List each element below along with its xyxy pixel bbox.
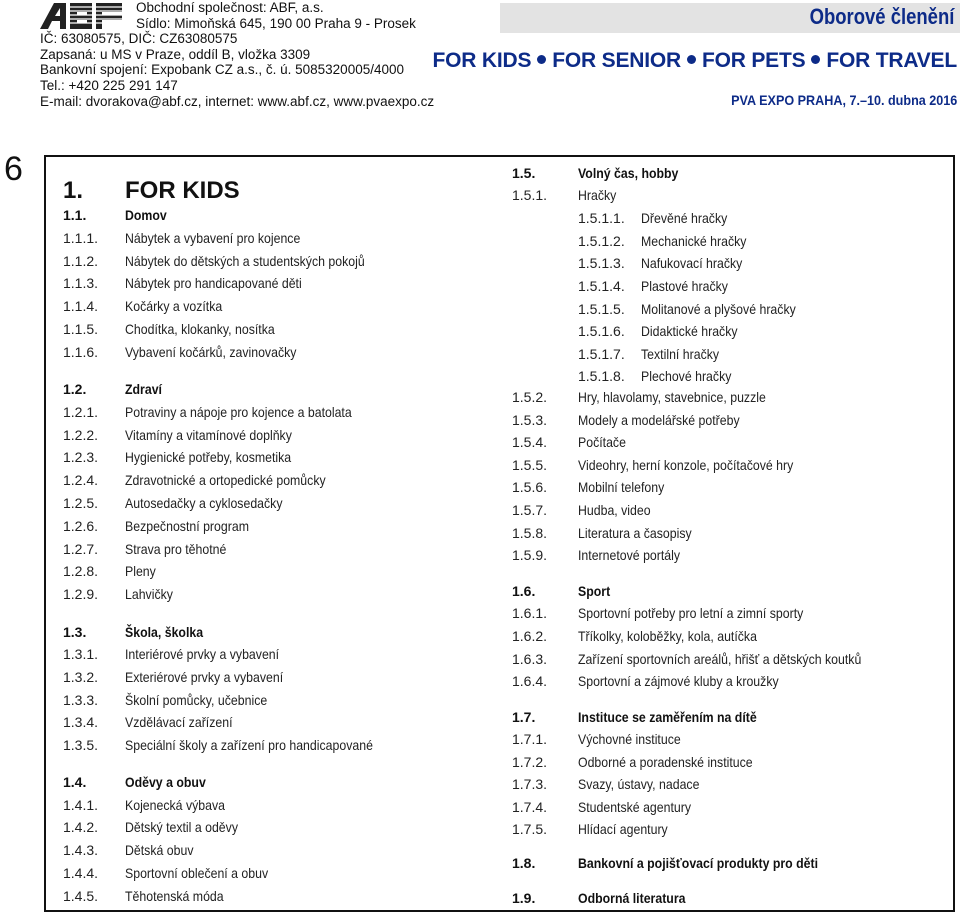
category-label: Plechové hračky xyxy=(641,368,732,384)
category-label: Sportovní oblečení a obuv xyxy=(125,865,269,881)
category-number: 1.7.1. xyxy=(512,731,548,747)
tagline-item: FOR PETS xyxy=(701,49,806,72)
category-number: 1.2.2. xyxy=(63,427,99,443)
category-label: Didaktické hračky xyxy=(641,323,738,339)
category-label: Dětský textil a oděvy xyxy=(125,819,238,835)
category-number: 1.6.2. xyxy=(512,628,548,644)
category-label: Nábytek a vybavení pro kojence xyxy=(125,230,301,246)
company-bank: Bankovní spojení: Expobank CZ a.s., č. ú. 5085320005/4000 xyxy=(40,62,404,78)
category-number: 1.5.5. xyxy=(512,457,548,473)
category-label: Školní pomůcky, učebnice xyxy=(125,692,268,708)
category-label: Hračky xyxy=(578,187,617,203)
category-number: 1.5. xyxy=(512,165,536,181)
category-label: Strava pro těhotné xyxy=(125,541,227,557)
category-number: 1.6.1. xyxy=(512,605,548,621)
category-label: Bezpečnostní program xyxy=(125,518,249,534)
category-label: Potraviny a nápoje pro kojence a batolata xyxy=(125,404,352,420)
category-number: 1.5.1.6. xyxy=(578,323,625,339)
category-label: Nábytek do dětských a studentských pokojů xyxy=(125,253,365,269)
category-label: Modely a modelářské potřeby xyxy=(578,412,740,428)
section-title: Oborové členění xyxy=(809,4,954,29)
category-label: Nábytek pro handicapované děti xyxy=(125,275,302,291)
category-number: 1.2.8. xyxy=(63,563,99,579)
category-number: 1.5.1.5. xyxy=(578,301,625,317)
category-number: 1.7.2. xyxy=(512,754,548,770)
company-registration: Zapsaná: u MS v Praze, oddíl B, vložka 3309 xyxy=(40,46,311,62)
category-number: 1.2. xyxy=(63,381,87,397)
category-label: Hlídací agentury xyxy=(578,821,668,837)
category-number: 1.1. xyxy=(63,207,87,223)
category-label: Hudba, video xyxy=(578,502,651,518)
category-label: Vybavení kočárků, zavinovačky xyxy=(125,344,297,360)
category-number: 1.4.5. xyxy=(63,888,99,904)
category-label: Těhotenská móda xyxy=(125,888,224,904)
category-number: 1.1.6. xyxy=(63,344,99,360)
category-label: Instituce se zaměřením na dítě xyxy=(578,709,757,725)
category-label: Mobilní telefony xyxy=(578,479,665,495)
category-number: 1.6. xyxy=(512,583,536,599)
category-label: Exteriérové prvky a vybavení xyxy=(125,669,284,685)
category-number: 1.3. xyxy=(63,624,87,640)
category-label: Dětská obuv xyxy=(125,842,194,858)
category-number: 1.7. xyxy=(512,709,536,725)
category-number: 1.1.3. xyxy=(63,275,99,291)
category-label: Literatura a časopisy xyxy=(578,525,692,541)
category-number: 1.4. xyxy=(63,774,87,790)
category-number: 1.4.2. xyxy=(63,819,99,835)
category-label: FOR KIDS xyxy=(125,177,240,204)
category-number: 1.4.3. xyxy=(63,842,99,858)
category-label: Studentské agentury xyxy=(578,799,692,815)
category-label: Domov xyxy=(125,207,167,223)
category-number: 1.5.4. xyxy=(512,434,548,450)
category-label: Počítače xyxy=(578,434,626,450)
category-number: 1.5.9. xyxy=(512,547,548,563)
category-label: Volný čas, hobby xyxy=(578,165,679,181)
category-number: 1.6.4. xyxy=(512,673,548,689)
company-phone: Tel.: +420 225 291 147 xyxy=(40,77,178,93)
category-number: 1.2.1. xyxy=(63,404,99,420)
category-number: 1.5.6. xyxy=(512,479,548,495)
category-number: 1.5.2. xyxy=(512,389,548,405)
category-label: Molitanové a plyšové hračky xyxy=(641,301,796,317)
category-number: 1.5.8. xyxy=(512,525,548,541)
category-number: 1.2.6. xyxy=(63,518,99,534)
category-label: Sportovní a zájmové kluby a kroužky xyxy=(578,673,779,689)
category-number: 1.1.2. xyxy=(63,253,99,269)
category-number: 1.6.3. xyxy=(512,651,548,667)
category-label: Tříkolky, koloběžky, kola, autíčka xyxy=(578,628,757,644)
bullet-dot-icon xyxy=(537,55,546,64)
page-number: 6 xyxy=(4,150,23,188)
category-number: 1.9. xyxy=(512,890,536,906)
category-number: 1.7.4. xyxy=(512,799,548,815)
category-number: 1.2.3. xyxy=(63,449,99,465)
category-number: 1.3.2. xyxy=(63,669,99,685)
tagline xyxy=(433,49,957,73)
category-label: Pleny xyxy=(125,563,156,579)
category-label: Hry, hlavolamy, stavebnice, puzzle xyxy=(578,389,766,405)
category-label: Kočárky a vozítka xyxy=(125,298,223,314)
category-label: Interiérové prvky a vybavení xyxy=(125,646,280,662)
category-number: 1.5.1.3. xyxy=(578,255,625,271)
category-label: Vzdělávací zařízení xyxy=(125,714,233,730)
category-label: Nafukovací hračky xyxy=(641,255,743,271)
category-label: Zdravotnické a ortopedické pomůcky xyxy=(125,472,326,488)
category-number: 1.1.5. xyxy=(63,321,99,337)
category-label: Svazy, ústavy, nadace xyxy=(578,776,700,792)
category-number: 1.5.1.1. xyxy=(578,210,625,226)
category-number: 1.5.1.8. xyxy=(578,368,625,384)
category-label: Zařízení sportovních areálů, hřišť a dětských koutků xyxy=(578,651,862,667)
category-number: 1.2.7. xyxy=(63,541,99,557)
category-label: Internetové portály xyxy=(578,547,681,563)
category-number: 1.4.4. xyxy=(63,865,99,881)
category-label: Zdraví xyxy=(125,381,162,397)
category-label: Kojenecká výbava xyxy=(125,797,226,813)
category-label: Videohry, herní konzole, počítačové hry xyxy=(578,457,794,473)
category-number: 1.2.4. xyxy=(63,472,99,488)
category-label: Škola, školka xyxy=(125,624,204,640)
category-label: Sportovní potřeby pro letní a zimní sporty xyxy=(578,605,804,621)
category-number: 1.5.7. xyxy=(512,502,548,518)
category-number: 1.7.5. xyxy=(512,821,548,837)
category-number: 1.3.5. xyxy=(63,737,99,753)
category-label: Plastové hračky xyxy=(641,278,728,294)
category-number: 1.2.9. xyxy=(63,586,99,602)
company-info xyxy=(40,0,440,109)
category-label: Textilní hračky xyxy=(641,346,720,362)
category-label: Vitamíny a vitamínové doplňky xyxy=(125,427,292,443)
category-label: Odborná literatura xyxy=(578,890,686,906)
category-number: 1.7.3. xyxy=(512,776,548,792)
category-label: Speciální školy a zařízení pro handicapované xyxy=(125,737,373,753)
category-number: 1.5.1.7. xyxy=(578,346,625,362)
category-number: 1.1.1. xyxy=(63,230,99,246)
category-label: Chodítka, klokanky, nosítka xyxy=(125,321,275,337)
category-number: 1.2.5. xyxy=(63,495,99,511)
tagline-item: FOR KIDS xyxy=(432,49,532,72)
category-frame xyxy=(44,155,955,912)
company-ids: IČ: 63080575, DIČ: CZ63080575 xyxy=(40,31,238,47)
bullet-dot-icon xyxy=(811,55,820,64)
category-number: 1.5.3. xyxy=(512,412,548,428)
company-name: Obchodní společnost: ABF, a.s. xyxy=(136,0,324,15)
category-number: 1.3.3. xyxy=(63,692,99,708)
category-label: Mechanické hračky xyxy=(641,233,747,249)
category-label: Dřevěné hračky xyxy=(641,210,728,226)
category-label: Odborné a poradenské instituce xyxy=(578,754,753,770)
tagline-item: FOR SENIOR xyxy=(552,49,681,72)
category-number: 1.3.1. xyxy=(63,646,99,662)
category-label: Lahvičky xyxy=(125,586,173,602)
bullet-dot-icon xyxy=(687,55,696,64)
company-contact: E-mail: dvorakova@abf.cz, internet: www.abf.cz, www.pvaexpo.cz xyxy=(40,93,435,109)
section-title-bar xyxy=(500,3,960,33)
category-number: 1.3.4. xyxy=(63,714,99,730)
company-address: Sídlo: Mimoňská 645, 190 00 Praha 9 - Prosek xyxy=(136,15,416,31)
tagline-item: FOR TRAVEL xyxy=(826,49,957,72)
category-number: 1.5.1.4. xyxy=(578,278,625,294)
category-label: Bankovní a pojišťovací produkty pro děti xyxy=(578,855,819,871)
category-number: 1.1.4. xyxy=(63,298,99,314)
category-number: 1.8. xyxy=(512,855,536,871)
expo-dates: PVA EXPO PRAHA, 7.–10. dubna 2016 xyxy=(730,92,957,108)
category-number: 1.5.1.2. xyxy=(578,233,625,249)
category-label: Autosedačky a cyklosedačky xyxy=(125,495,283,511)
category-label: Hygienické potřeby, kosmetika xyxy=(125,449,292,465)
category-label: Oděvy a obuv xyxy=(125,774,206,790)
category-label: Výchovné instituce xyxy=(578,731,681,747)
category-number: 1. xyxy=(63,177,84,204)
category-number: 1.4.1. xyxy=(63,797,99,813)
category-number: 1.5.1. xyxy=(512,187,548,203)
category-label: Sport xyxy=(578,583,611,599)
